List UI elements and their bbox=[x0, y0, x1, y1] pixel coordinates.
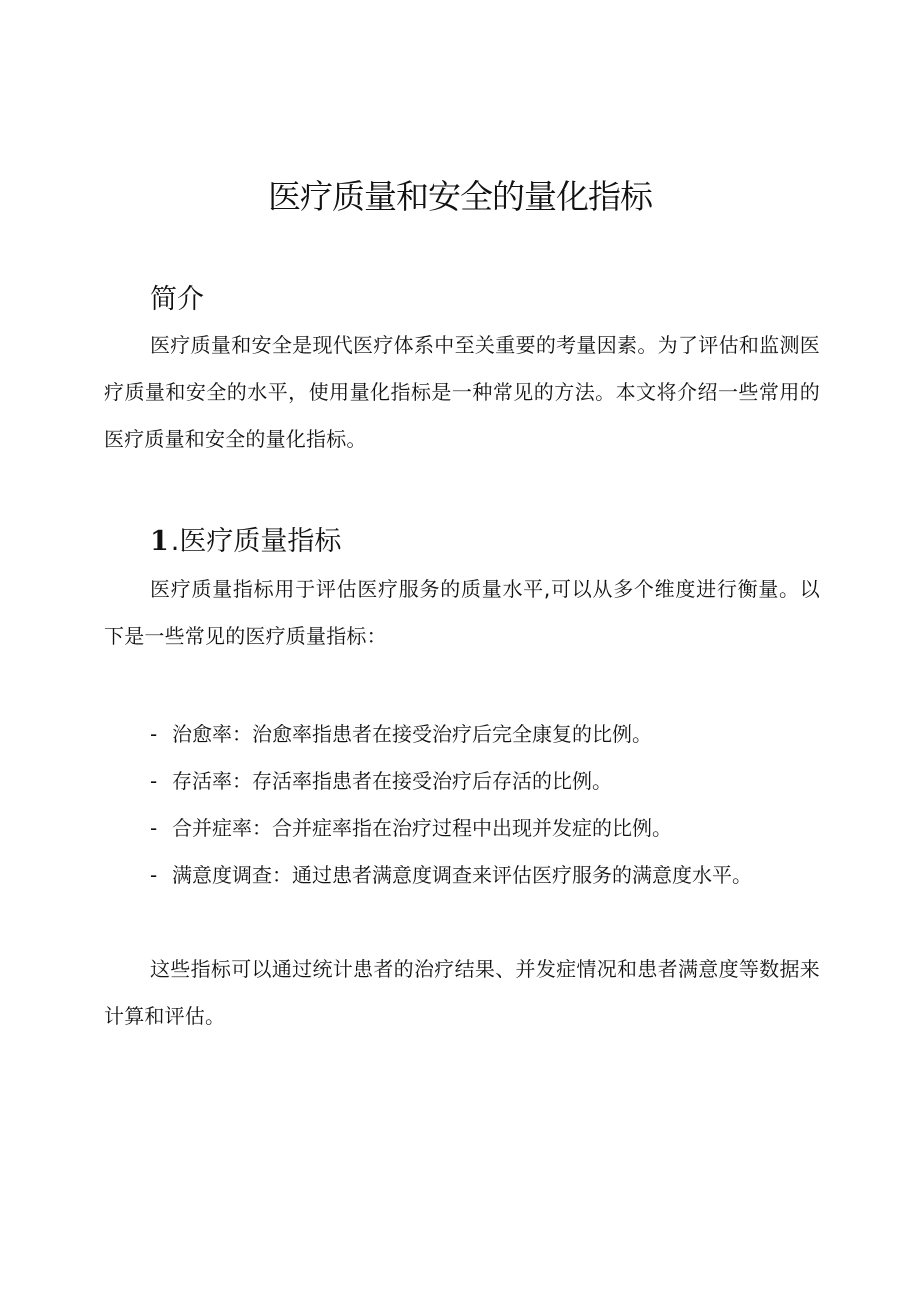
list-item-text: 存活率：存活率指患者在接受治疗后存活的比例。 bbox=[172, 769, 612, 793]
list-item bbox=[150, 852, 752, 899]
section1-heading-text: .医疗质量指标 bbox=[170, 526, 342, 557]
intro-paragraph: 医疗质量和安全是现代医疗体系中至关重要的考量因素。为了评估和监测医疗质量和安全的水平，使用量化指标是一种常见的方法。本文将介绍一些常用的医疗质量和安全的量化指标。 bbox=[104, 333, 820, 451]
section1-heading bbox=[150, 522, 341, 562]
list-bullet: - bbox=[150, 769, 158, 793]
list-bullet: - bbox=[150, 863, 158, 887]
list-bullet: - bbox=[150, 816, 158, 840]
list-item bbox=[150, 758, 752, 805]
list-item-text: 合并症率：合并症率指在治疗过程中出现并发症的比例。 bbox=[172, 816, 672, 840]
section1-paragraph: 医疗质量指标用于评估医疗服务的质量水平,可以从多个维度进行衡量。以下是一些常见的医疗质量指标： bbox=[104, 577, 820, 648]
intro-heading: 简介 bbox=[150, 284, 204, 315]
list-item bbox=[150, 711, 752, 758]
document-title: 医疗质量和安全的量化指标 bbox=[268, 177, 652, 216]
list-item-text: 满意度调查：通过患者满意度调查来评估医疗服务的满意度水平。 bbox=[172, 863, 752, 887]
section1-number: 1 bbox=[150, 526, 169, 557]
list-bullet: - bbox=[150, 722, 158, 746]
quality-indicator-list bbox=[150, 711, 752, 899]
list-item bbox=[150, 805, 752, 852]
summary-paragraph: 这些指标可以通过统计患者的治疗结果、并发症情况和患者满意度等数据来计算和评估。 bbox=[104, 957, 820, 1028]
list-item-text: 治愈率：治愈率指患者在接受治疗后完全康复的比例。 bbox=[172, 722, 652, 746]
